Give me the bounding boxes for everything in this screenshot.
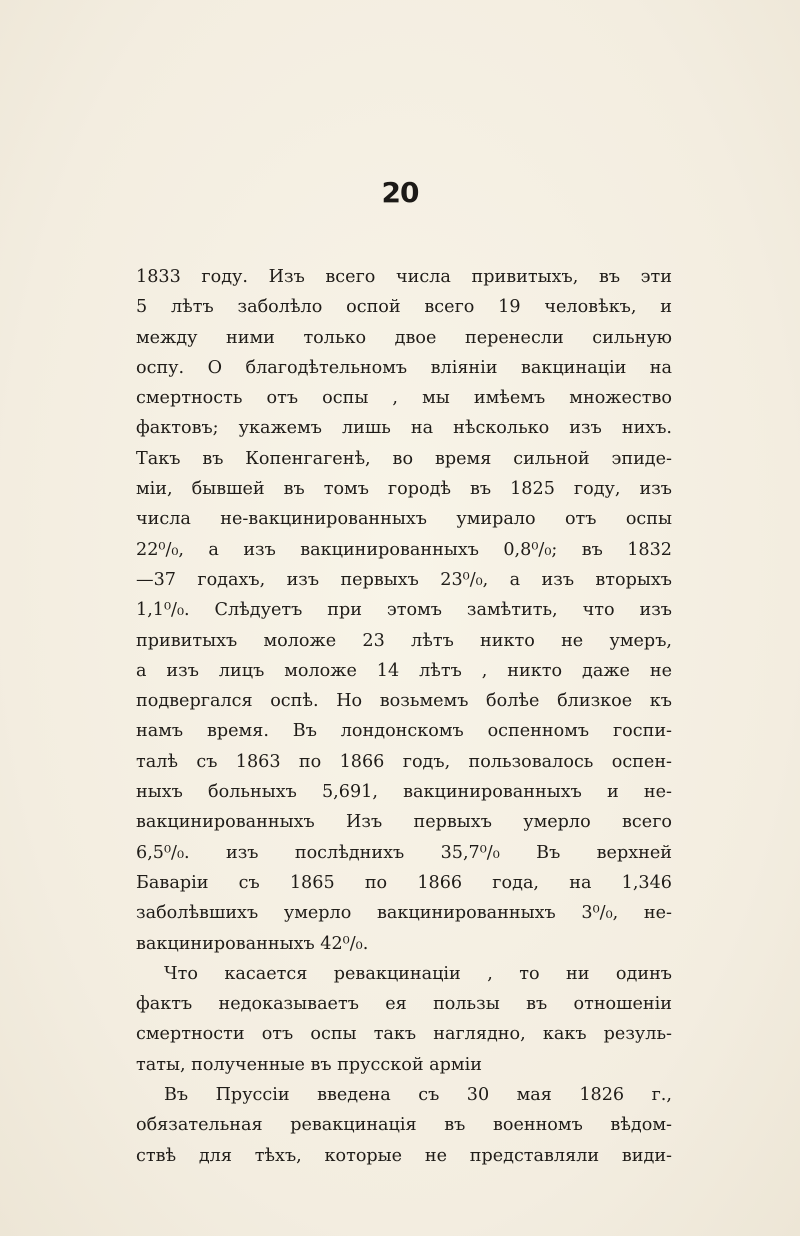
text-line: міи, бывшей въ томъ городѣ въ 1825 году, изъ — [136, 479, 672, 500]
text-line: привитыхъ моложе 23 лѣтъ никто не умеръ, — [136, 630, 672, 651]
text-line: 5 лѣтъ заболѣло оспой всего 19 человѣкъ, и — [136, 297, 672, 318]
text-line: 6,5⁰/₀. изъ послѣднихъ 35,7⁰/₀ Въ верхней — [136, 842, 672, 863]
text-line: Баваріи съ 1865 по 1866 года, на 1,346 — [136, 872, 672, 893]
text-line: фактовъ; укажемъ лишь на нѣсколько изъ нихъ. — [136, 418, 672, 439]
text-line: —37 годахъ, изъ первыхъ 23⁰/₀, а изъ вторыхъ — [136, 569, 672, 590]
body-text — [136, 262, 672, 1171]
text-line: смертность отъ оспы , мы имѣемъ множество — [136, 388, 672, 409]
text-line: 1,1⁰/₀. Слѣдуетъ при этомъ замѣтить, что изъ — [136, 600, 672, 621]
text-line: Что касается ревакцинаціи , то ни одинъ — [164, 963, 672, 984]
text-line: талѣ съ 1863 по 1866 годъ, пользовалось оспен- — [136, 751, 672, 772]
text-line: Въ Пруссіи введена съ 30 мая 1826 г., — [164, 1085, 672, 1106]
page-number: 20 — [381, 176, 419, 209]
text-line: Такъ въ Копенгагенѣ, во время сильной эпиде- — [136, 448, 672, 469]
text-line: намъ время. Въ лондонскомъ оспенномъ госпи- — [136, 721, 672, 742]
text-line: 22⁰/₀, а изъ вакцинированныхъ 0,8⁰/₀; въ 1832 — [136, 539, 672, 560]
text-line: таты, полученные въ прусской арміи — [136, 1054, 482, 1075]
text-line: числа не-вакцинированныхъ умирало отъ оспы — [136, 509, 672, 530]
text-line: обязательная ревакцинація въ военномъ вѣдом- — [136, 1115, 672, 1136]
text-line: между ними только двое перенесли сильную — [136, 327, 672, 348]
text-line: подвергался оспѣ. Но возьмемъ болѣе близкое къ — [136, 691, 672, 712]
text-line: ныхъ больныхъ 5,691, вакцинированныхъ и не- — [136, 782, 672, 803]
text-line: оспу. О благодѣтельномъ вліяніи вакцинаціи на — [136, 357, 672, 378]
text-line: вакцинированныхъ 42⁰/₀. — [136, 933, 369, 954]
text-line: 1833 году. Изъ всего числа привитыхъ, въ эти — [136, 267, 672, 287]
text-line: а изъ лицъ моложе 14 лѣтъ , никто даже не — [136, 660, 672, 681]
text-line: заболѣвшихъ умерло вакцинированныхъ 3⁰/₀, не- — [136, 903, 672, 924]
text-line: вакцинированныхъ Изъ первыхъ умерло всего — [136, 812, 672, 833]
text-line: фактъ недоказываетъ ея пользы въ отношеніи — [136, 994, 672, 1015]
text-line: смертности отъ оспы такъ наглядно, какъ резуль- — [136, 1024, 672, 1045]
text-line: ствѣ для тѣхъ, которые не представляли види- — [136, 1145, 672, 1166]
